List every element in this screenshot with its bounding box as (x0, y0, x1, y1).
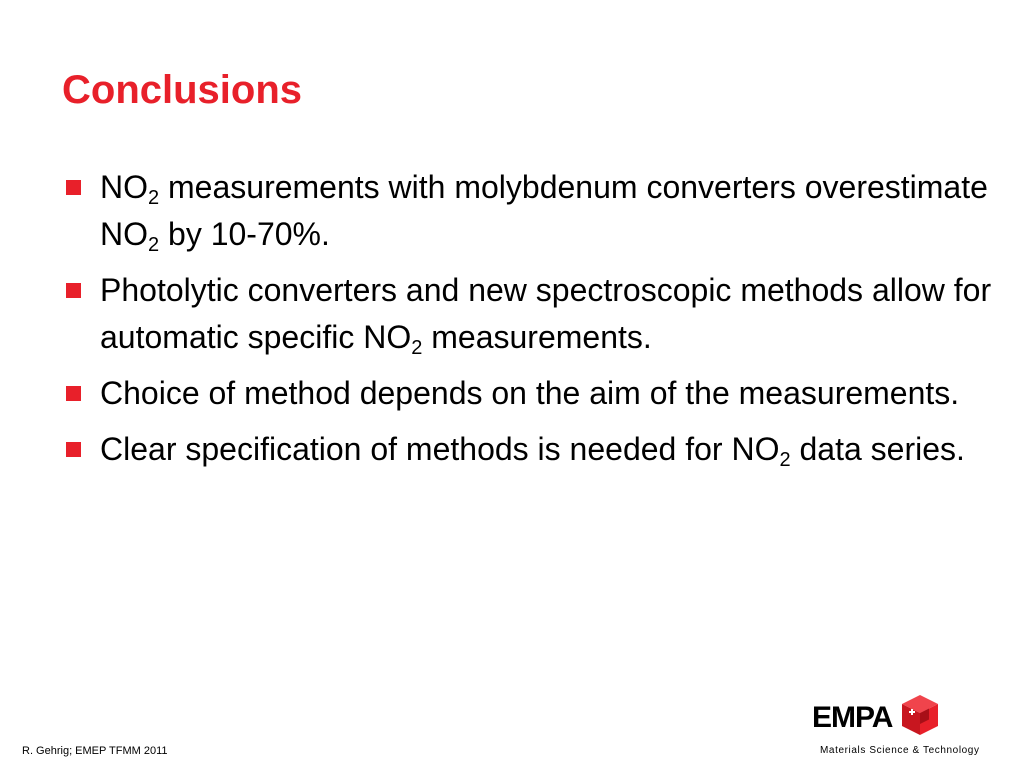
square-bullet-icon (66, 283, 81, 298)
square-bullet-icon (66, 442, 81, 457)
empa-cube-icon (900, 693, 940, 737)
bullet-text: Clear specification of methods is needed for $NO_2$ data series. (100, 431, 965, 471)
bullet-item (62, 370, 992, 417)
bullet-text: $NO_2$ measurements with molybdenum converters overestimate $NO_2$ by 10-70%. (100, 169, 988, 256)
bullet-list (62, 164, 992, 482)
slide-title: Conclusions (62, 68, 303, 112)
bullet-item (62, 267, 992, 361)
empa-logo (812, 693, 942, 741)
logo-text: EMPA (812, 701, 893, 734)
bullet-text: Choice of method depends on the aim of the measurements. (100, 375, 960, 411)
bullet-item (62, 426, 992, 473)
footer-author: R. Gehrig; EMEP TFMM 2011 (22, 745, 168, 757)
square-bullet-icon (66, 386, 81, 401)
bullet-item (62, 164, 992, 258)
square-bullet-icon (66, 180, 81, 195)
footer-tagline: Materials Science & Technology (820, 745, 980, 756)
bullet-text: Photolytic converters and new spectroscopic methods allow for automatic specific $NO_2$ measurements. (100, 272, 992, 359)
